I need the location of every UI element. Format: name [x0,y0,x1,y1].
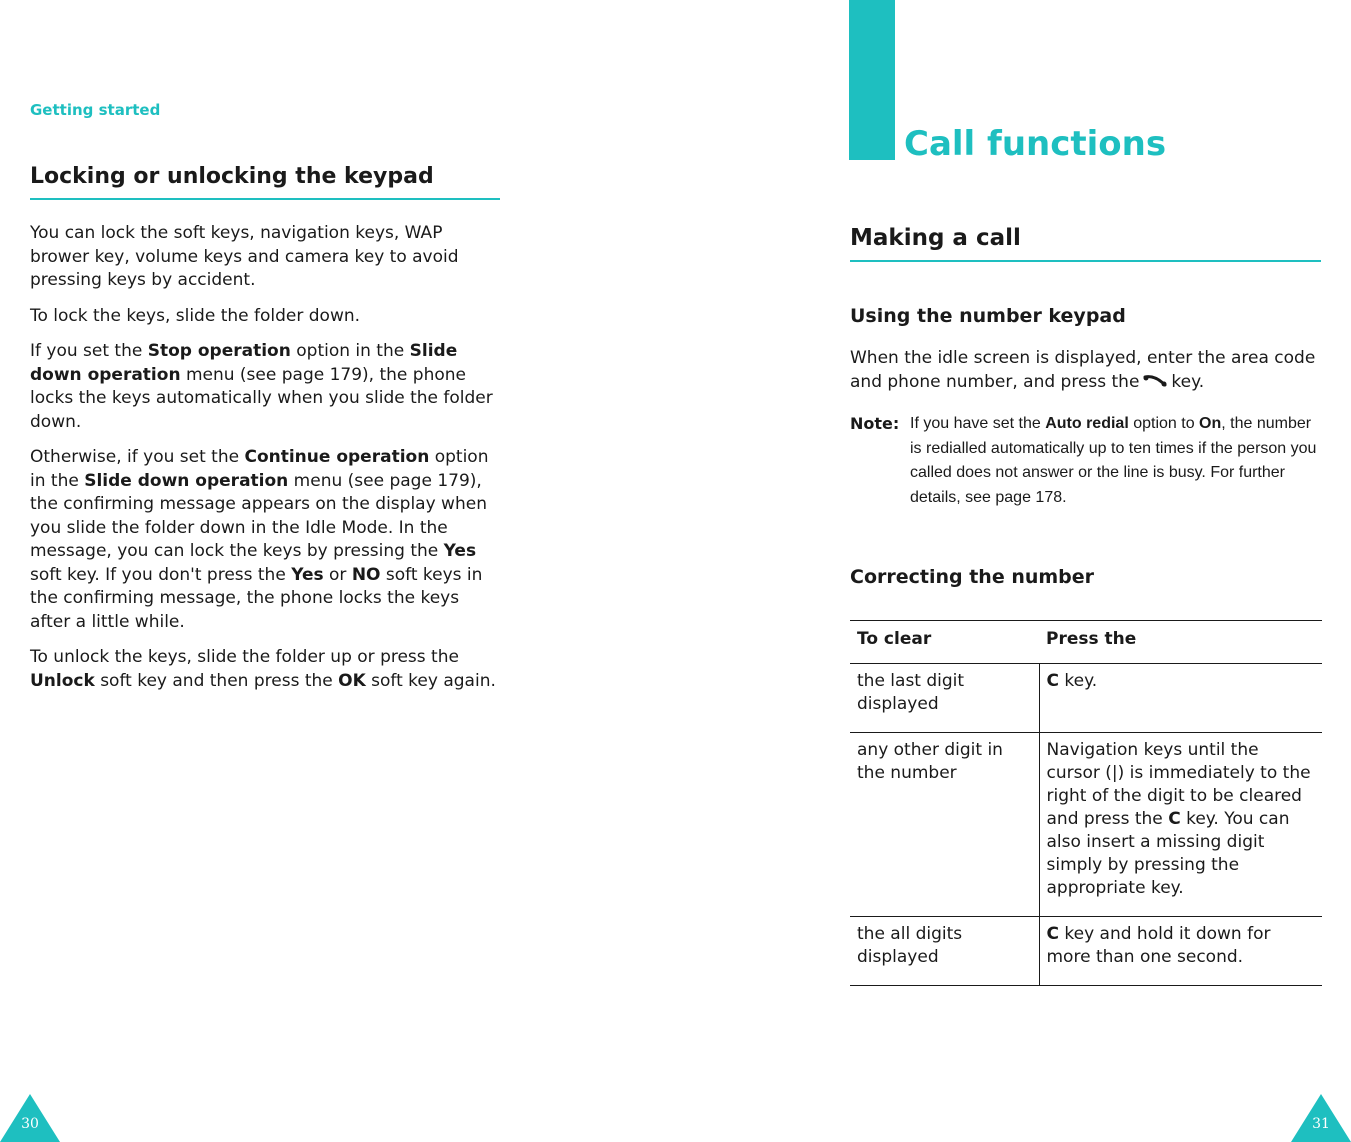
paragraph-1: You can lock the soft keys, navigation keys, WAP brower key, volume keys and camera key to avoid pressing keys by accident. [30,223,459,290]
subheading-number-keypad: Using the number keypad [850,305,1126,327]
phone-send-key-icon [1143,374,1167,388]
subheading-correcting-number: Correcting the number [850,566,1095,588]
note-block [850,412,1321,510]
page-number-right [1291,1094,1351,1142]
note-text: If you have set the Auto redial option to On, the number is redialled automatically up to ten times if the person you called does not answer or the line is busy. For further details, see page 178. [910,415,1317,506]
chapter-accent-bar [849,0,895,160]
paragraph-3: If you set the Stop operation option in the Slide down operation menu (see page 179), the phone locks the keys automatically when you slide the folder down. [30,341,493,432]
table-row [850,664,1322,733]
keypad-paragraph: When the idle screen is displayed, enter the area code and phone number, and press the key. [850,348,1316,392]
press-cell: C key. [1039,664,1322,733]
right-heading: Making a call [850,225,1321,262]
page-number-text: 30 [21,1116,39,1132]
page-number-left [0,1094,60,1142]
clear-cell: the all digits displayed [850,917,1039,986]
note-label: Note: [850,414,900,433]
page-number-text: 31 [1312,1116,1330,1132]
left-heading: Locking or unlocking the keypad [30,164,500,200]
paragraph-2: To lock the keys, slide the folder down. [30,305,361,326]
clear-cell: any other digit in the number [850,733,1039,917]
chapter-title: Call functions [904,124,1167,164]
table-header-row [850,621,1322,664]
left-body [30,222,500,705]
clear-cell: the last digit displayed [850,664,1039,733]
header-to-clear: To clear [850,621,1039,664]
paragraph-4: Otherwise, if you set the Continue operation option in the Slide down operation menu (see page 179), the confirming message appears on the display when you slide the folder down in the Idle Mode. In the message, you can lock the keys by pressing the Yes soft key. If you don't press the Yes or NO soft keys in the confirming message, the phone locks the keys after a little while. [30,447,489,632]
press-cell: Navigation keys until the cursor (|) is immediately to the right of the digit to be cleared and press the C key. You can also insert a missing digit simply by pressing the appropriate key. [1039,733,1322,917]
header-press-the: Press the [1039,621,1322,664]
table-row [850,917,1322,986]
press-cell: C key and hold it down for more than one second. [1039,917,1322,986]
table-row [850,733,1322,917]
paragraph-5: To unlock the keys, slide the folder up or press the Unlock soft key and then press the OK soft key again. [30,647,496,691]
correction-table [850,620,1322,986]
section-label: Getting started [30,101,161,119]
